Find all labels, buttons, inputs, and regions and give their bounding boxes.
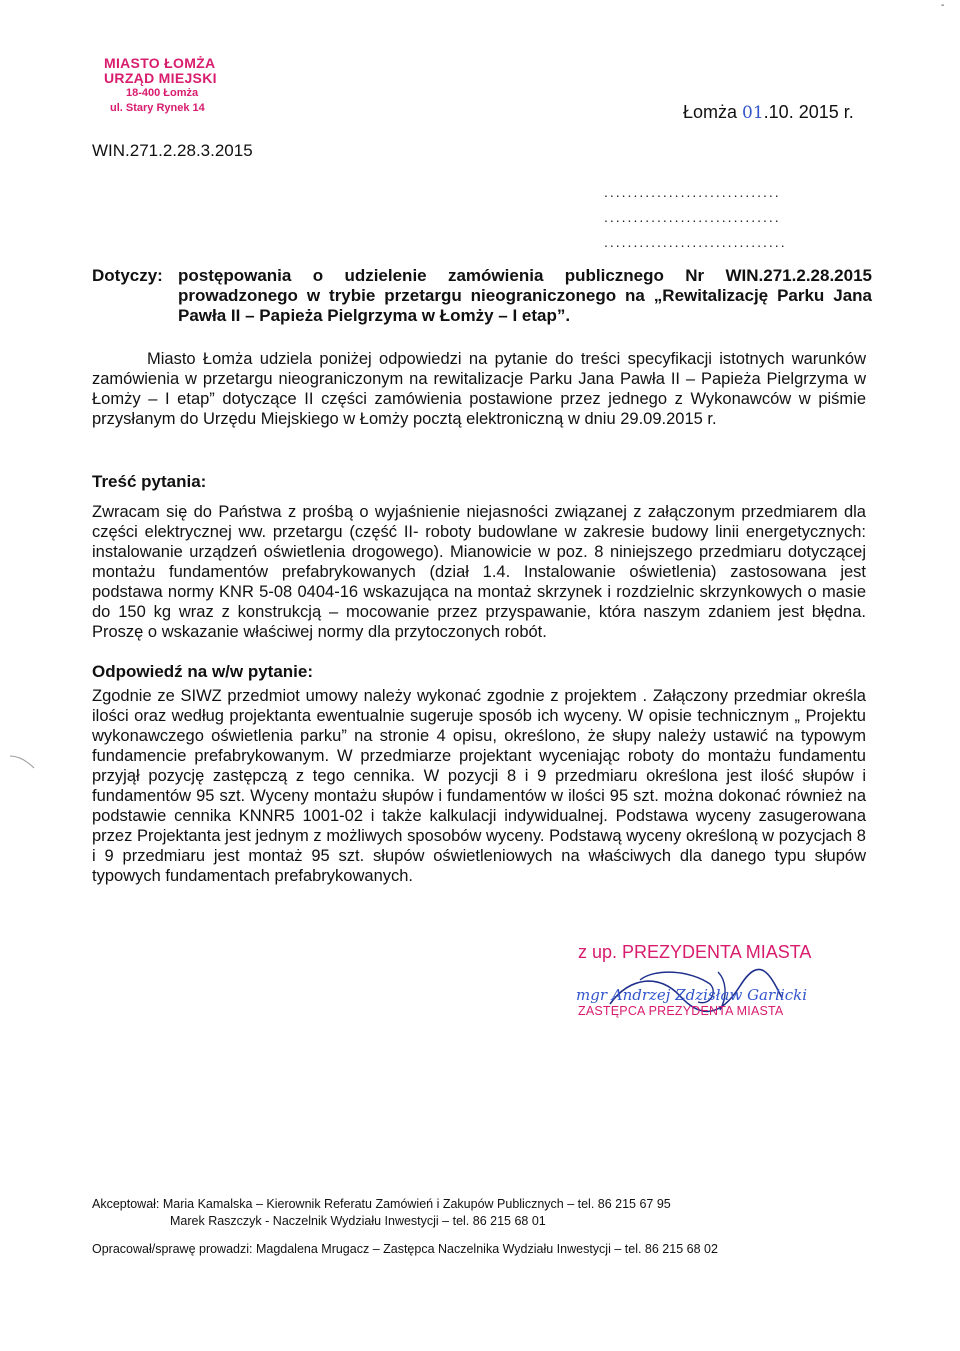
question-heading: Treść pytania: bbox=[92, 472, 207, 491]
subject-text: postępowania o udzielenie zamówienia publicznego Nr WIN.271.2.28.2015 prowadzonego w trybie przetargu nieograniczonego na „Rewitalizację Parku Jana Pawła II – Papieża Pielgrzyma w Łomży – I etap”. bbox=[178, 266, 872, 325]
subject-block bbox=[92, 266, 872, 326]
date-suffix: .10. 2015 r. bbox=[763, 102, 854, 122]
place-date bbox=[683, 102, 854, 123]
case-reference: WIN.271.2.28.3.2015 bbox=[92, 141, 253, 160]
answer-heading: Odpowiedź na w/w pytanie: bbox=[92, 662, 314, 681]
answer-text: Zgodnie ze SIWZ przedmiot umowy należy wykonać zgodnie z projektem . Załączony przedmiar określa ilości oraz według projektanta ewentualnie sugeruje sposób ich wyceny. W opisie technicznym „ Projektu wykonawczego oświetlenia parku” na stronie 4 opisu, określono, że słupy należy ustawić na typowym fundamencie prefabrykowanym. W przedmiarze projektant wyceniając roboty do montażu fundamentu przyjął pozycję zastępczą z tego cennika. W pozycji 8 i 9 przedmiaru określona jest ilość słupów i fundamentów 95 szt. Wyceny montażu słupów i fundamentów w ilości 95 szt. można dokonać również na podstawie cennika KNNR5 1001-02 i także kalkulacji indywidualnej. Podstawa wyceny zasugerowana przez Projektanta jest jednym z możliwych sposobów wyceny. Podstawą wyceny określoną w pozycjach 8 i 9 przedmiaru jest montaż 95 szt. słupów oświetleniowych na właściwych dla danego typu słupów typowych fundamentach prefabrykowanych. bbox=[92, 687, 866, 885]
page-corner-mark: - bbox=[941, 0, 945, 11]
stamp-line-postcode: 18-400 Łomża bbox=[126, 87, 199, 99]
recipient-line-1: .............................. bbox=[604, 184, 781, 200]
stamp-line-street: ul. Stary Rynek 14 bbox=[110, 102, 205, 114]
signature-title-stamp: z up. PREZYDENTA MIASTA bbox=[578, 942, 812, 962]
footer-prepared: Opracował/sprawę prowadzi: Magdalena Mrugacz – Zastępca Naczelnika Wydziału Inwestycji – tel. 86 215 68 02 bbox=[92, 1242, 718, 1256]
stamp-line-office: URZĄD MIEJSKI bbox=[104, 70, 217, 86]
signature-role-stamp: ZASTĘPCA PREZYDENTA MIASTA bbox=[578, 1004, 784, 1018]
margin-tick-mark bbox=[8, 752, 38, 772]
recipient-line-3: ............................... bbox=[604, 234, 787, 250]
date-prefix: Łomża bbox=[683, 102, 743, 122]
footer-accepted-1: Akceptował: Maria Kamalska – Kierownik Referatu Zamówień i Zakupów Publicznych – tel. 86 215 67 95 bbox=[92, 1197, 671, 1211]
signature-name-stamp: mgr Andrzej Zdzisław Garlicki bbox=[576, 986, 808, 1004]
question-text: Zwracam się do Państwa z prośbą o wyjaśnienie niejasności związanej z załączonym przedmiarem dla części elektrycznej ww. przetargu (część II- roboty budowlane w zakresie budowy linii energetycznych: instalowanie urządzeń oświetlenia drogowego). Mianowicie w poz. 8 niniejszego przedmiaru dotyczącej montażu fundamentów prefabrykowanych (dział 1.4. Instalowanie oświetlenia) zastosowana jest podstawa normy KNR 5-08 0404-16 wskazująca na montaż skrzynek i rozdzielnic skrzynkowych o masie do 150 kg wraz z konstrukcją – mocowanie przez przyspawanie, która naszym zdaniem jest błędna. Proszę o wskazanie właściwej normy dla przytoczonych robót. bbox=[92, 503, 866, 641]
footer-accepted-2: Marek Raszczyk - Naczelnik Wydziału Inwestycji – tel. 86 215 68 01 bbox=[170, 1214, 546, 1228]
sender-stamp bbox=[104, 56, 217, 116]
intro-paragraph: Miasto Łomża udziela poniżej odpowiedzi na pytanie do treści specyfikacji istotnych warunków zamówienia w przetargu nieograniczonym na rewitalizacje Parku Jana Pawła II – Papieża Pielgrzyma w Łomży – I etap” dotyczące II części zamówienia postawione przez jednego z Wykonawców w piśmie przysłanym do Urzędu Miejskiego w Łomży pocztą elektroniczną w dniu 29.09.2015 r. bbox=[92, 350, 866, 428]
stamp-line-city: MIASTO ŁOMŻA bbox=[104, 55, 216, 71]
subject-label: Dotyczy: bbox=[92, 266, 163, 285]
date-day-handwritten: 01 bbox=[742, 103, 764, 123]
recipient-line-2: .............................. bbox=[604, 209, 781, 225]
